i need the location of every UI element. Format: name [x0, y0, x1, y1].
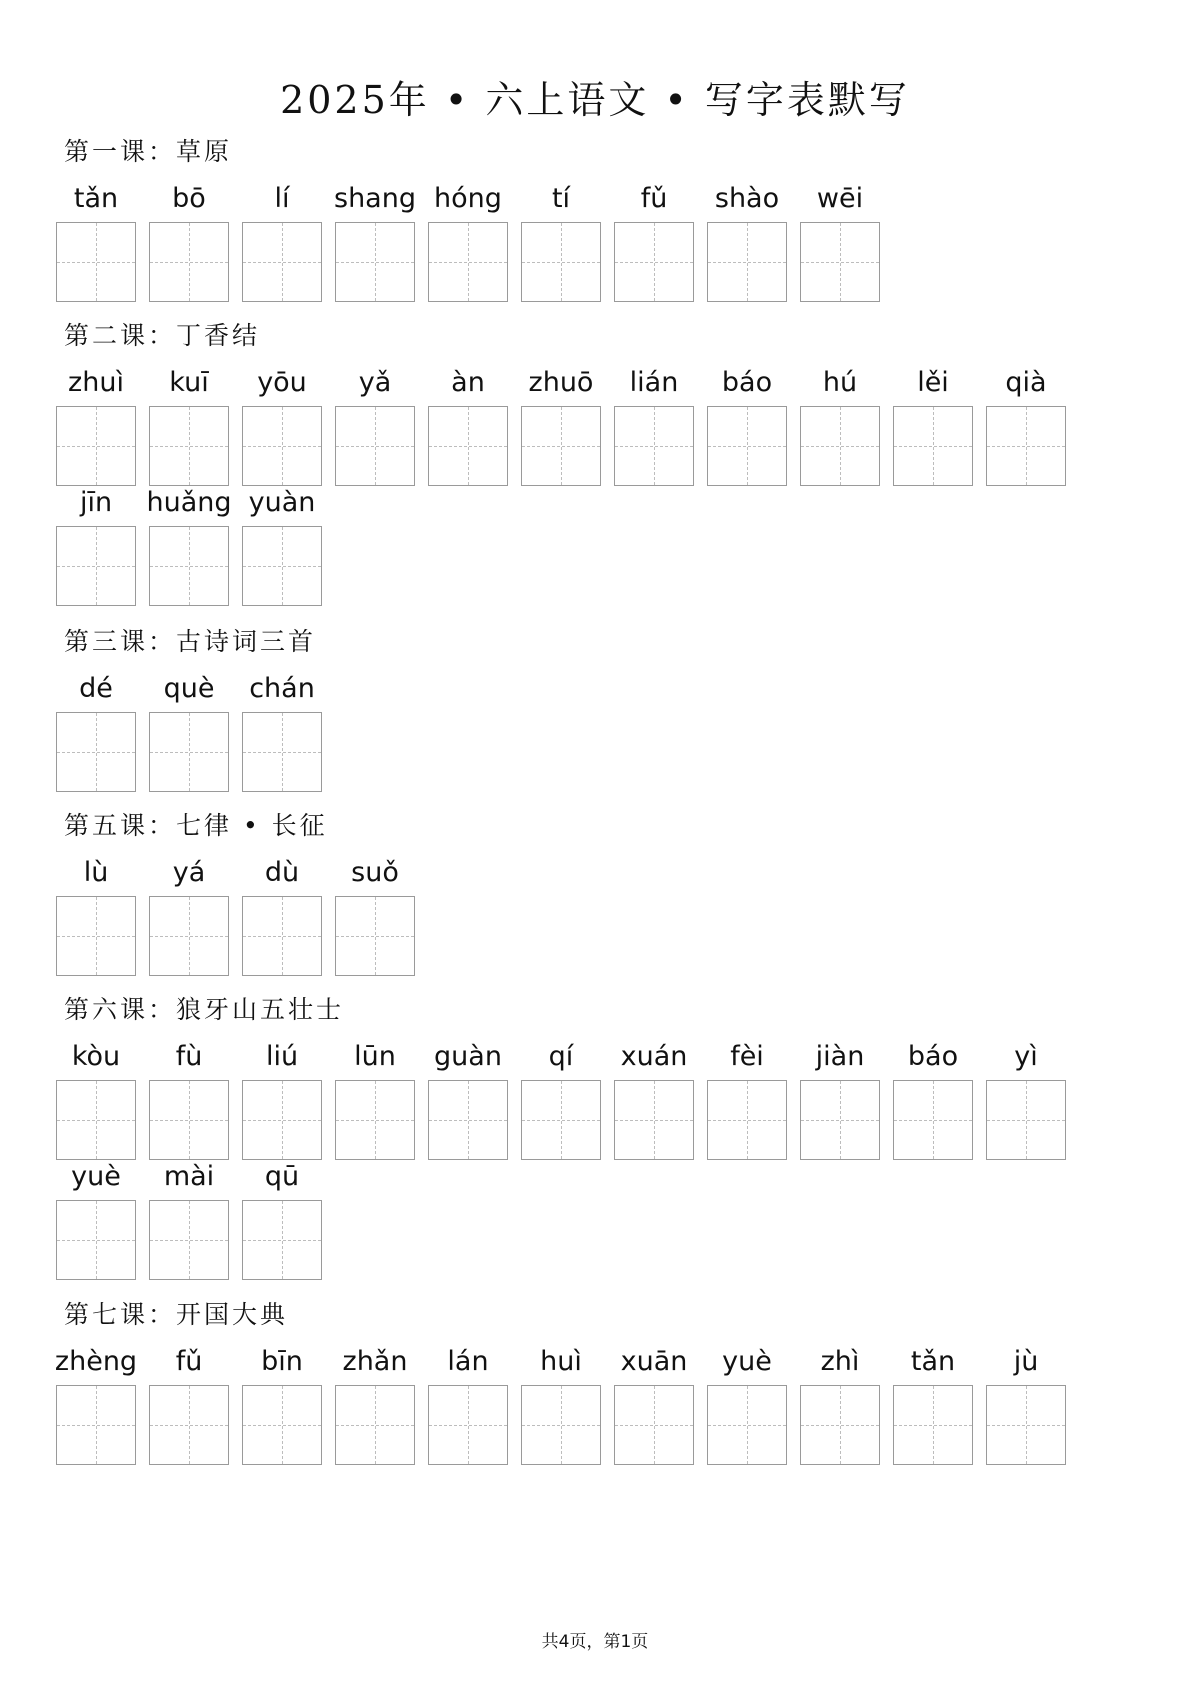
- writing-grid-box[interactable]: [800, 222, 880, 302]
- character-cell: [242, 856, 322, 978]
- pinyin-label: fèi: [730, 1041, 764, 1072]
- character-cell: [335, 1040, 415, 1162]
- character-cell: [149, 672, 229, 794]
- pinyin-label: qū: [264, 1161, 300, 1192]
- character-cell: [149, 1345, 229, 1467]
- writing-grid-box[interactable]: [149, 1080, 229, 1160]
- writing-grid-box[interactable]: [521, 406, 601, 486]
- character-cell: [521, 1345, 601, 1467]
- character-cell: [800, 182, 880, 304]
- writing-grid-box[interactable]: [56, 1385, 136, 1465]
- writing-grid-box[interactable]: [149, 526, 229, 606]
- character-cell: [893, 366, 973, 488]
- pinyin-label: hóng: [434, 183, 502, 214]
- writing-grid-box[interactable]: [242, 406, 322, 486]
- character-cell: [56, 486, 136, 608]
- writing-grid-box[interactable]: [800, 1080, 880, 1160]
- writing-grid-box[interactable]: [242, 222, 322, 302]
- character-row: [56, 1040, 1156, 1162]
- lesson-heading: 第六课：狼牙山五壮士: [64, 995, 345, 1024]
- character-cell: [56, 672, 136, 794]
- character-cell: [242, 182, 322, 304]
- writing-grid-box[interactable]: [242, 712, 322, 792]
- character-cell: [800, 1040, 880, 1162]
- writing-grid-box[interactable]: [149, 222, 229, 302]
- pinyin-label: liú: [265, 1041, 299, 1072]
- character-cell: [614, 366, 694, 488]
- writing-grid-box[interactable]: [149, 406, 229, 486]
- lesson-heading: 第五课：七律 • 长征: [64, 811, 328, 840]
- pinyin-label: lù: [83, 857, 109, 888]
- pinyin-label: qí: [548, 1041, 574, 1072]
- pinyin-label: què: [163, 673, 215, 704]
- lesson-heading: 第一课：草原: [64, 137, 233, 166]
- character-row: [56, 1345, 1156, 1467]
- lesson-heading: 第三课：古诗词三首: [64, 627, 317, 656]
- writing-grid-box[interactable]: [335, 1385, 415, 1465]
- pinyin-label: lěi: [917, 367, 949, 398]
- character-cell: [149, 182, 229, 304]
- character-row: [56, 1160, 1156, 1282]
- character-cell: [242, 1160, 322, 1282]
- character-cell: [800, 366, 880, 488]
- pinyin-label: yá: [172, 857, 206, 888]
- character-cell: [707, 1040, 787, 1162]
- pinyin-label: dé: [79, 673, 113, 704]
- pinyin-label: zhèng: [54, 1346, 138, 1377]
- character-cell: [149, 856, 229, 978]
- lesson-heading: 第二课：丁香结: [64, 321, 261, 350]
- writing-grid-box[interactable]: [800, 1385, 880, 1465]
- character-cell: [707, 182, 787, 304]
- character-cell: [428, 182, 508, 304]
- pinyin-label: yuàn: [248, 487, 316, 518]
- pinyin-label: yǎ: [358, 367, 392, 398]
- writing-grid-box[interactable]: [893, 1385, 973, 1465]
- writing-grid-box[interactable]: [149, 896, 229, 976]
- pinyin-label: lūn: [354, 1041, 396, 1072]
- pinyin-label: lí: [274, 183, 290, 214]
- character-cell: [521, 1040, 601, 1162]
- character-cell: [56, 366, 136, 488]
- writing-grid-box[interactable]: [56, 526, 136, 606]
- character-cell: [800, 1345, 880, 1467]
- character-cell: [335, 856, 415, 978]
- writing-grid-box[interactable]: [707, 222, 787, 302]
- writing-grid-box[interactable]: [335, 406, 415, 486]
- character-cell: [614, 1040, 694, 1162]
- pinyin-label: xuān: [620, 1346, 688, 1377]
- pinyin-label: huì: [540, 1346, 582, 1377]
- page-footer: 共4页，第1页: [541, 1632, 649, 1652]
- writing-grid-box[interactable]: [614, 222, 694, 302]
- writing-grid-box[interactable]: [149, 1385, 229, 1465]
- character-cell: [614, 1345, 694, 1467]
- pinyin-label: fǔ: [640, 183, 668, 214]
- pinyin-label: mài: [163, 1161, 215, 1192]
- pinyin-label: zhuō: [528, 367, 594, 398]
- character-row: [56, 182, 1156, 304]
- character-cell: [428, 1040, 508, 1162]
- pinyin-label: fù: [175, 1041, 203, 1072]
- lesson-heading: 第七课：开国大典: [64, 1300, 289, 1329]
- pinyin-label: zhuì: [68, 367, 124, 398]
- pinyin-label: àn: [451, 367, 485, 398]
- writing-grid-box[interactable]: [335, 896, 415, 976]
- writing-grid-box[interactable]: [242, 1385, 322, 1465]
- pinyin-label: dù: [264, 857, 300, 888]
- character-cell: [986, 1345, 1066, 1467]
- pinyin-label: hú: [822, 367, 858, 398]
- writing-grid-box[interactable]: [986, 406, 1066, 486]
- writing-grid-box[interactable]: [614, 1385, 694, 1465]
- writing-grid-box[interactable]: [242, 1080, 322, 1160]
- writing-grid-box[interactable]: [56, 712, 136, 792]
- writing-grid-box[interactable]: [56, 222, 136, 302]
- writing-grid-box[interactable]: [242, 1200, 322, 1280]
- character-cell: [56, 856, 136, 978]
- writing-grid-box[interactable]: [242, 526, 322, 606]
- character-cell: [149, 1160, 229, 1282]
- writing-grid-box[interactable]: [986, 1385, 1066, 1465]
- writing-grid-box[interactable]: [707, 406, 787, 486]
- character-cell: [707, 1345, 787, 1467]
- character-cell: [428, 1345, 508, 1467]
- pinyin-label: shang: [334, 183, 416, 214]
- character-row: [56, 366, 1156, 488]
- writing-grid-box[interactable]: [56, 406, 136, 486]
- writing-grid-box[interactable]: [56, 1080, 136, 1160]
- character-cell: [242, 1040, 322, 1162]
- writing-grid-box[interactable]: [242, 896, 322, 976]
- character-cell: [614, 182, 694, 304]
- character-cell: [986, 366, 1066, 488]
- writing-grid-box[interactable]: [56, 896, 136, 976]
- character-cell: [56, 1040, 136, 1162]
- character-cell: [242, 1345, 322, 1467]
- pinyin-label: kòu: [71, 1041, 121, 1072]
- writing-grid-box[interactable]: [335, 1080, 415, 1160]
- pinyin-label: yuè: [71, 1161, 121, 1192]
- pinyin-label: qià: [1005, 367, 1047, 398]
- writing-grid-box[interactable]: [893, 1080, 973, 1160]
- pinyin-label: lián: [629, 367, 679, 398]
- pinyin-label: kuī: [169, 367, 209, 398]
- character-cell: [707, 366, 787, 488]
- writing-grid-box[interactable]: [707, 1385, 787, 1465]
- writing-grid-box[interactable]: [335, 222, 415, 302]
- character-cell: [146, 486, 232, 608]
- writing-grid-box[interactable]: [614, 406, 694, 486]
- pinyin-label: jīn: [79, 487, 113, 518]
- writing-grid-box[interactable]: [521, 1080, 601, 1160]
- page-title: 2025年 • 六上语文 • 写字表默写: [280, 78, 910, 122]
- character-cell: [56, 182, 136, 304]
- character-cell: [149, 366, 229, 488]
- pinyin-label: bīn: [261, 1346, 303, 1377]
- character-cell: [893, 1040, 973, 1162]
- writing-grid-box[interactable]: [893, 406, 973, 486]
- pinyin-label: báo: [907, 1041, 959, 1072]
- pinyin-label: tǎn: [910, 1346, 956, 1377]
- writing-grid-box[interactable]: [428, 222, 508, 302]
- pinyin-label: yì: [1014, 1041, 1038, 1072]
- pinyin-label: bō: [172, 183, 206, 214]
- writing-grid-box[interactable]: [149, 712, 229, 792]
- pinyin-label: jù: [1013, 1346, 1039, 1377]
- character-cell: [335, 366, 415, 488]
- writing-grid-box[interactable]: [428, 1385, 508, 1465]
- pinyin-label: lán: [447, 1346, 489, 1377]
- character-cell: [428, 366, 508, 488]
- writing-grid-box[interactable]: [521, 1385, 601, 1465]
- character-row: [56, 672, 1156, 794]
- pinyin-label: jiàn: [815, 1041, 865, 1072]
- character-row: [56, 856, 1156, 978]
- writing-grid-box[interactable]: [149, 1200, 229, 1280]
- writing-grid-box[interactable]: [707, 1080, 787, 1160]
- pinyin-label: huǎng: [146, 487, 232, 518]
- writing-grid-box[interactable]: [614, 1080, 694, 1160]
- writing-grid-box[interactable]: [521, 222, 601, 302]
- character-cell: [521, 366, 601, 488]
- pinyin-label: shào: [714, 183, 780, 214]
- character-cell: [242, 486, 322, 608]
- pinyin-label: xuán: [620, 1041, 688, 1072]
- pinyin-label: zhǎn: [342, 1346, 408, 1377]
- writing-grid-box[interactable]: [428, 1080, 508, 1160]
- character-cell: [56, 1345, 136, 1467]
- character-cell: [242, 366, 322, 488]
- pinyin-label: guàn: [434, 1041, 502, 1072]
- character-cell: [986, 1040, 1066, 1162]
- pinyin-label: chán: [249, 673, 315, 704]
- character-cell: [521, 182, 601, 304]
- writing-grid-box[interactable]: [56, 1200, 136, 1280]
- character-cell: [335, 1345, 415, 1467]
- pinyin-label: fǔ: [175, 1346, 203, 1377]
- pinyin-label: yuè: [722, 1346, 772, 1377]
- pinyin-label: tǎn: [73, 183, 119, 214]
- pinyin-label: báo: [721, 367, 773, 398]
- character-cell: [335, 182, 415, 304]
- writing-grid-box[interactable]: [986, 1080, 1066, 1160]
- pinyin-label: yōu: [257, 367, 307, 398]
- writing-grid-box[interactable]: [428, 406, 508, 486]
- writing-grid-box[interactable]: [800, 406, 880, 486]
- character-cell: [242, 672, 322, 794]
- pinyin-label: tí: [551, 183, 571, 214]
- character-cell: [56, 1160, 136, 1282]
- pinyin-label: suǒ: [351, 857, 399, 888]
- character-cell: [893, 1345, 973, 1467]
- character-cell: [149, 1040, 229, 1162]
- pinyin-label: zhì: [820, 1346, 860, 1377]
- pinyin-label: wēi: [816, 183, 864, 214]
- character-row: [56, 486, 1156, 608]
